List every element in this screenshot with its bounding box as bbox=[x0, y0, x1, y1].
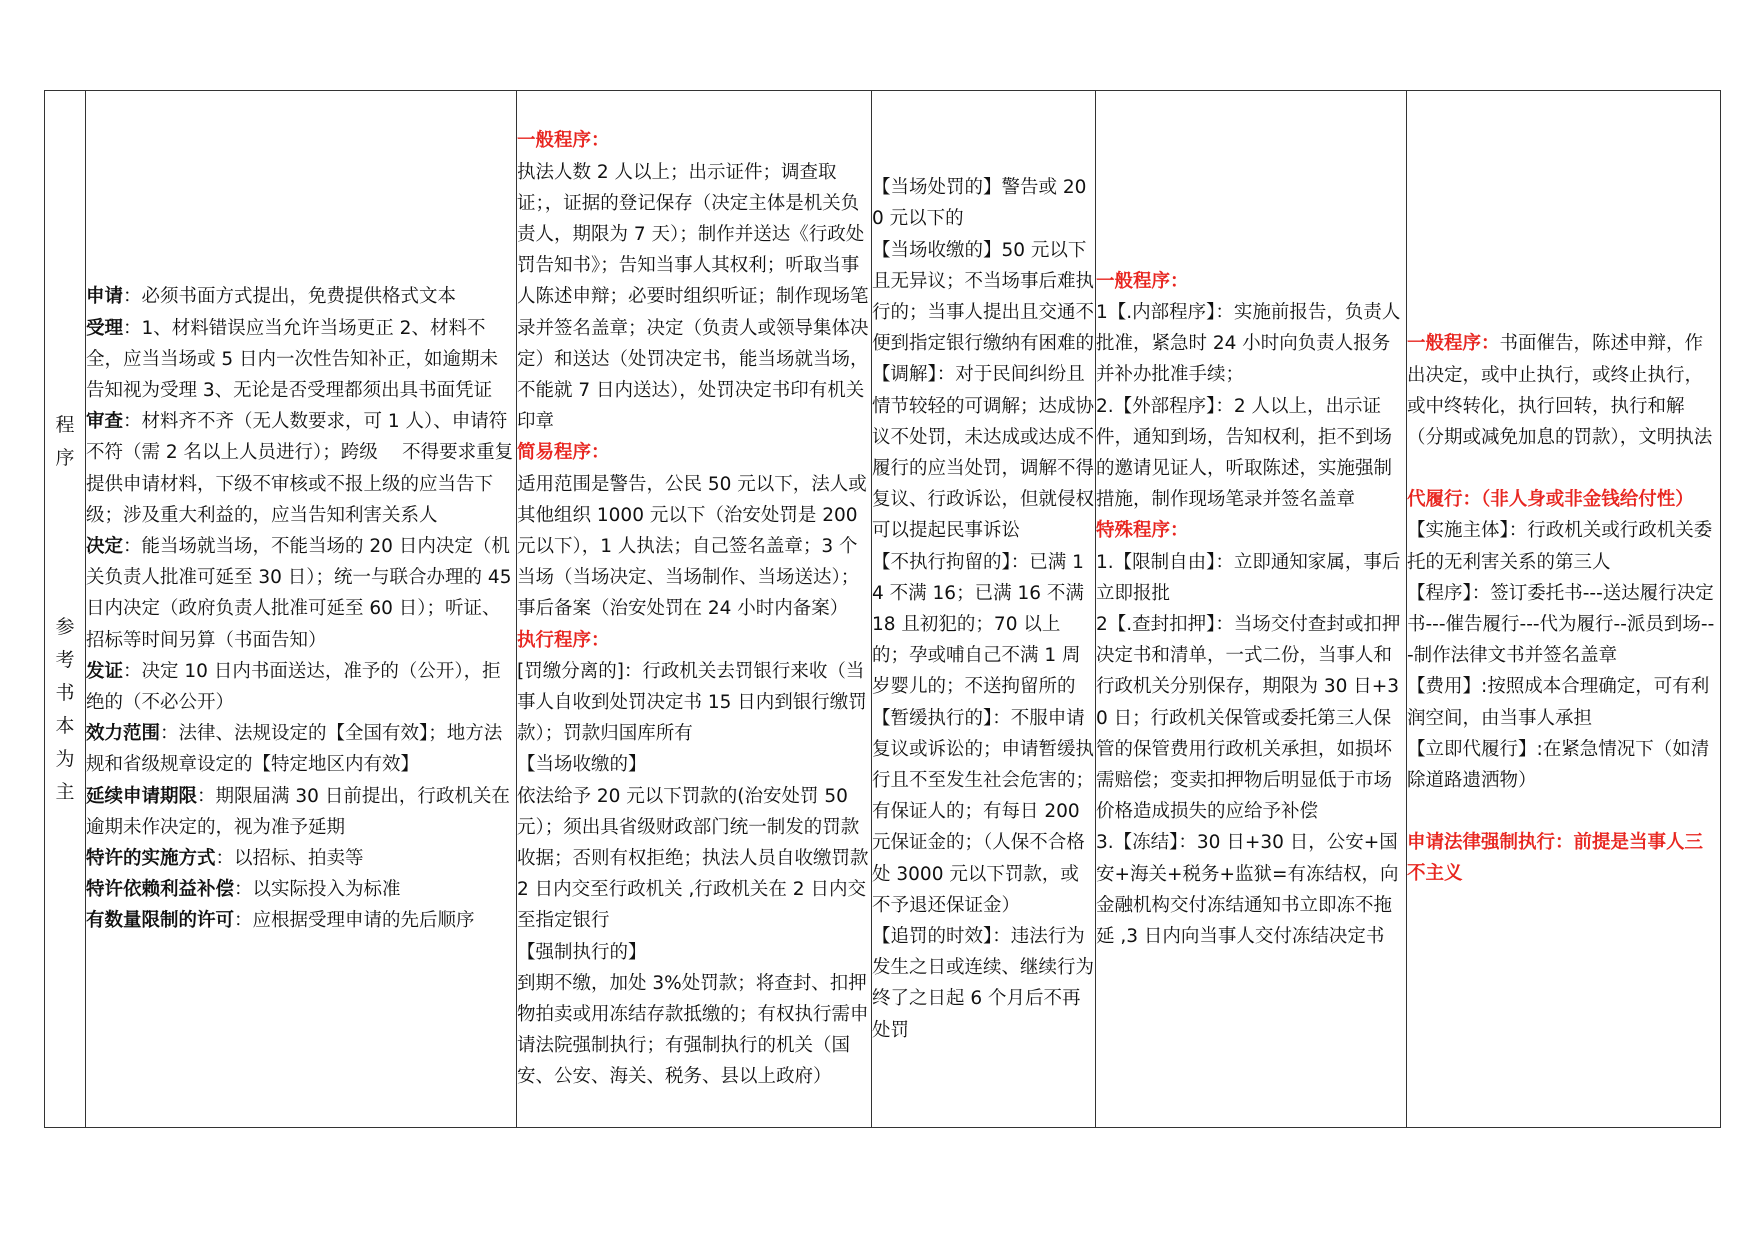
license-item bbox=[86, 843, 516, 874]
security-item: 【当场处罚的】警告或 200 元以下的 bbox=[872, 177, 1087, 230]
item-text: ：以招标、拍卖等 bbox=[215, 848, 364, 870]
security-penalty-cell bbox=[872, 91, 1096, 1128]
security-item: 【追罚的时效】：违法行为发生之日或连续、继续行为终了之日起 6 个月后不再处罚 bbox=[872, 926, 1095, 1041]
procedure-table bbox=[44, 90, 1721, 1128]
license-item bbox=[86, 718, 516, 780]
simple-procedure-heading: 简易程序： bbox=[517, 442, 610, 464]
side-label-cell bbox=[45, 91, 86, 1128]
proxy-procedure-text: 【程序】：签订委托书---送达履行决定书---催告履行---代为履行--派员到场---制作法律文书并签名盖章 bbox=[1407, 582, 1715, 667]
general-procedure-heading: 一般程序： bbox=[1096, 270, 1189, 292]
item-text: ：以实际投入为标准 bbox=[234, 879, 401, 901]
freeze-text: 3.【冻结】：30 日+30 日，公安+国安+海关+税务+监狱=有冻结权，向金融机构交付冻结通知书立即冻不拖延 ,3 日内向当事人交付冻结决定书 bbox=[1096, 832, 1399, 948]
item-heading: 审查 bbox=[86, 411, 124, 433]
item-heading: 决定 bbox=[86, 535, 124, 557]
side-char: 主 bbox=[55, 781, 75, 803]
side-char: 程 bbox=[55, 414, 75, 436]
proxy-subject-text: 【实施主体】：行政机关或行政机关委托的无利害关系的第三人 bbox=[1407, 520, 1713, 573]
license-item bbox=[86, 406, 516, 531]
execution-fine-separation: [罚缴分离的]：行政机关去罚银行来收（当事人自收到处罚决定书 15 日内到银行缴罚款）；罚款归国库所有 bbox=[517, 660, 867, 745]
execution-on-spot-heading: 【当场收缴的】 bbox=[517, 754, 647, 776]
general-procedure-text: 执法人数 2 人以上；出示证件；调查取证；，证据的登记保存（决定主体是机关负责人，期限为 7 天）；制作并送达《行政处罚告知书》；告知当事人其权利；听取当事人陈述申辩；必要时组织听证；制作现场笔录并签名盖章；决定（负责人或领导集体决定）和送达（处罚决定书，能当场就当场，不能就 7 日内送达），处罚决定书印有机关印章 bbox=[517, 161, 869, 433]
item-heading: 效力范围 bbox=[86, 723, 161, 745]
internal-procedure-text: 1【.内部程序】：实施前报告，负责人批准，紧急时 24 小时向负责人报务并补办批准手续； bbox=[1096, 301, 1401, 386]
license-item bbox=[86, 905, 516, 936]
license-item bbox=[86, 656, 516, 718]
item-text: ：期限届满 30 日前提出，行政机关在逾期未作决定的，视为准予延期 bbox=[86, 785, 510, 838]
license-item bbox=[86, 874, 516, 905]
license-procedure-cell bbox=[86, 91, 517, 1128]
proxy-immediate-text: 【立即代履行】:在紧急情况下（如清除道路遗洒物） bbox=[1407, 738, 1710, 792]
item-text: ：应根据受理申请的先后顺序 bbox=[234, 910, 475, 932]
side-char: 参 bbox=[55, 616, 75, 638]
side-char: 本 bbox=[55, 715, 75, 737]
license-item bbox=[86, 781, 516, 843]
side-char: 考 bbox=[55, 649, 75, 671]
side-char: 书 bbox=[55, 682, 75, 704]
item-text: ：1、材料错误应当允许当场更正 2、材料不全，应当当场或 5 日内一次性告知补正，如逾期未告知视为受理 3、无论是否受理都须出具书面凭证 bbox=[86, 317, 499, 401]
security-item: 【暂缓执行的】：不服申请复议或诉讼的；申请暂缓执行且不至发生社会危害的；有保证人的；有每日 200 元保证金的；（人保不合格处 3000 元以下罚款，或不予退还保证金） bbox=[872, 707, 1095, 916]
item-heading: 延续申请期限 bbox=[86, 785, 198, 807]
court-enforcement-text: 申请法律强制执行：前提是当事人三不主义 bbox=[1407, 832, 1704, 885]
side-char: 序 bbox=[55, 447, 75, 469]
item-text: ：必须书面方式提出，免费提供格式文本 bbox=[123, 286, 457, 308]
item-text: ：材料齐不齐（无人数要求，可 1 人）、申请符不符（需 2 名以上人员进行）；跨级 不得要求重复提供申请材料，下级不审核或不报上级的应当告下级；涉及重大利益的，应当告知利害关系人 bbox=[86, 411, 514, 526]
coercive-execution-cell bbox=[1407, 91, 1721, 1128]
item-text: ：法律、法规设定的【全国有效】；地方法规和省级规章设定的【特定地区内有效】 bbox=[86, 723, 503, 776]
side-char: 为 bbox=[55, 748, 75, 770]
item-heading: 有数量限制的许可 bbox=[86, 910, 235, 932]
general-procedure-heading: 一般程序： bbox=[1407, 333, 1500, 355]
general-procedure-text: 书面催告，陈述申辩，作出决定，或中止执行，或终止执行，或中终转化，执行回转，执行和解（分期或减免加息的罚款），文明执法 bbox=[1407, 333, 1713, 448]
item-heading: 申请 bbox=[86, 286, 124, 308]
coercive-measures-cell bbox=[1096, 91, 1407, 1128]
general-procedure-heading: 一般程序： bbox=[517, 130, 610, 152]
penalty-procedure-cell bbox=[517, 91, 872, 1128]
license-item bbox=[86, 313, 516, 407]
proxy-cost-text: 【费用】:按照成本合理确定，可有利润空间，由当事人承担 bbox=[1407, 676, 1710, 729]
special-procedure-heading: 特殊程序： bbox=[1096, 520, 1189, 542]
security-item: 【不执行拘留的】：已满 14 不满 16；已满 16 不满 18 且初犯的；70 以上的；孕或哺自己不满 1 周岁婴儿的；不送拘留所的 bbox=[872, 551, 1084, 698]
external-procedure-text: 2.【外部程序】：2 人以上，出示证件，通知到场，告知权利，拒不到场的邀请见证人，听取陈述，实施强制措施，制作现场笔录并签名盖章 bbox=[1096, 395, 1393, 511]
license-item bbox=[86, 531, 516, 656]
item-text: ：能当场就当场，不能当场的 20 日内决定（机关负责人批准可延至 30 日）；统一与联合办理的 45 日内决定（政府负责人批准可延至 60 日）；听证、招标等时间另算（书面告知） bbox=[86, 535, 512, 651]
item-heading: 特许的实施方式 bbox=[86, 848, 216, 870]
security-item: 【调解】：对于民间纠纷且情节较轻的可调解；达成协议不处罚，未达成或达成不履行的应当处罚，调解不得复议、行政诉讼，但就侵权可以提起民事诉讼 bbox=[872, 364, 1095, 542]
item-heading: 特许依赖利益补偿 bbox=[86, 879, 235, 901]
license-item bbox=[86, 281, 516, 312]
proxy-performance-heading: 代履行：（非人身或非金钱给付性） bbox=[1407, 489, 1694, 511]
security-item: 【当场收缴的】50 元以下且无异议；不当场事后难执行的；当事人提出且交通不便到指定银行缴纳有困难的 bbox=[872, 239, 1095, 355]
seizure-text: 2【.查封扣押】：当场交付查封或扣押决定书和清单，一式二份，当事人和行政机关分别保存，期限为 30 日+30 日；行政机关保管或委托第三人保管的保管费用行政机关承担，如损坏需赔偿；变卖扣押物后明显低于市场价格造成损失的应给予补偿 bbox=[1096, 614, 1401, 823]
execution-enforced-heading: 【强制执行的】 bbox=[517, 941, 647, 963]
general-procedure-para bbox=[1407, 328, 1720, 453]
item-text: ：决定 10 日内书面送达，准予的（公开），拒绝的（不必公开） bbox=[86, 660, 501, 713]
simple-procedure-text: 适用范围是警告，公民 50 元以下，法人或其他组织 1000 元以下（治安处罚是 200 元以下），1 人执法；自己签名盖章；3 个当场（当场决定、当场制作、当场送达）；事后备案（治安处罚在 24 小时内备案） bbox=[517, 473, 867, 620]
restrict-freedom-text: 1.【限制自由】：立即通知家属，事后立即报批 bbox=[1096, 551, 1401, 604]
execution-enforced-text: 到期不缴，加处 3%处罚款；将查封、扣押物拍卖或用冻结存款抵缴的；有权执行需申请法院强制执行；有强制执行的机关（国安、公安、海关、税务、县以上政府） bbox=[517, 972, 869, 1088]
item-heading: 发证 bbox=[86, 660, 124, 682]
execution-on-spot-text: 依法给予 20 元以下罚款的(治安处罚 50 元）；须出具省级财政部门统一制发的罚款收据；否则有权拒绝；执法人员自收缴罚款 2 日内交至行政机关 ,行政机关在 2 日内交至指定银行 bbox=[517, 785, 869, 932]
item-heading: 受理 bbox=[86, 317, 124, 339]
execution-procedure-heading: 执行程序： bbox=[517, 629, 610, 651]
